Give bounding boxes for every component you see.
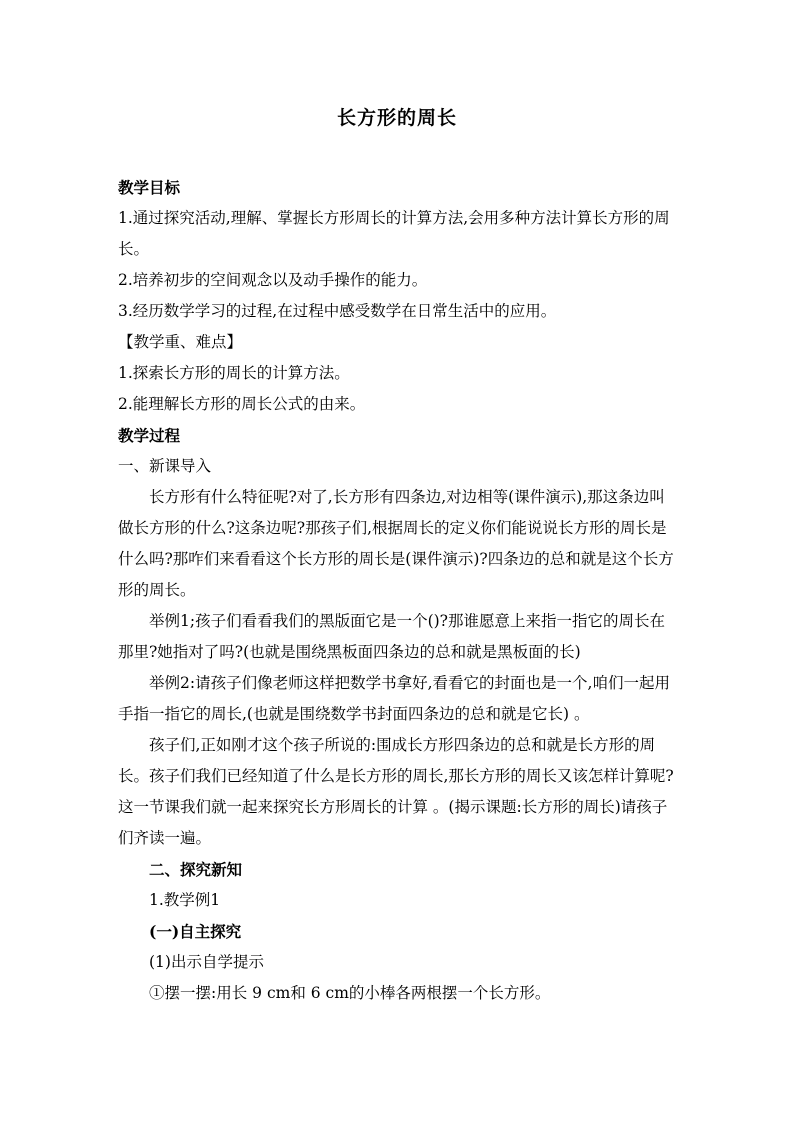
goal-item: 1.通过探究活动,理解、掌握长方形周长的计算方法,会用多种方法计算长方形的周长。 (118, 209, 670, 258)
paragraph: 孩子们,正如刚才这个孩子所说的:围成长方形四条边的总和就是长方形的周长。孩子们我们已经知道了什么是长方形的周长,那长方形的周长又该怎样计算呢?这一节课我们就一起来探究长方形周长的计算 。(揭示课题:长方形的周长)请孩子们齐读一遍。 (118, 736, 674, 847)
item-heading: 1.教学例1 (149, 891, 221, 909)
sub-item: (1)出示自学提示 (149, 953, 264, 971)
paragraph: 举例2:请孩子们像老师这样把数学书拿好,看看它的封面也是一个,咱们一起用手指一指它的周长,(也就是围绕数学书封面四条边的总和就是它长) 。 (118, 674, 670, 723)
sub-item: ①摆一摆:用长 9 cm和 6 cm的小棒各两根摆一个长方形。 (149, 984, 551, 1002)
paragraph: 长方形有什么特征呢?对了,长方形有四条边,对边相等(课件演示),那这条边叫做长方形的什么?这条边呢?那孩子们,根据周长的定义你们能说说长方形的周长是什么吗?那咋们来看看这个长方形的周长是(课件演示)?四条边的总和就是这个长方形的周长。 (118, 488, 674, 599)
goals-heading: 教学目标 (118, 178, 181, 197)
key-point-item: 1.探索长方形的周长的计算方法。 (118, 364, 350, 382)
key-points-heading: 【教学重、难点】 (118, 333, 243, 351)
part2-heading: 二、探究新知 (149, 860, 243, 879)
goal-item: 3.经历数学学习的过程,在过程中感受数学在日常生活中的应用。 (118, 302, 557, 320)
key-point-item: 2.能理解长方形的周长公式的由来。 (118, 395, 366, 413)
document-body (118, 172, 678, 1009)
paragraph: 举例1;孩子们看看我们的黑版面它是一个()?那谁愿意上来指一指它的周长在那里?她指对了吗?(也就是围绕黑板面四条边的总和就是黑板面的长) (118, 612, 665, 661)
part1-heading: 一、新课导入 (118, 457, 212, 475)
page-title: 长方形的周长 (336, 107, 457, 129)
sub-heading: (一)自主探究 (149, 922, 242, 941)
process-heading: 教学过程 (118, 426, 181, 445)
goal-item: 2.培养初步的空间观念以及动手操作的能力。 (118, 271, 428, 289)
